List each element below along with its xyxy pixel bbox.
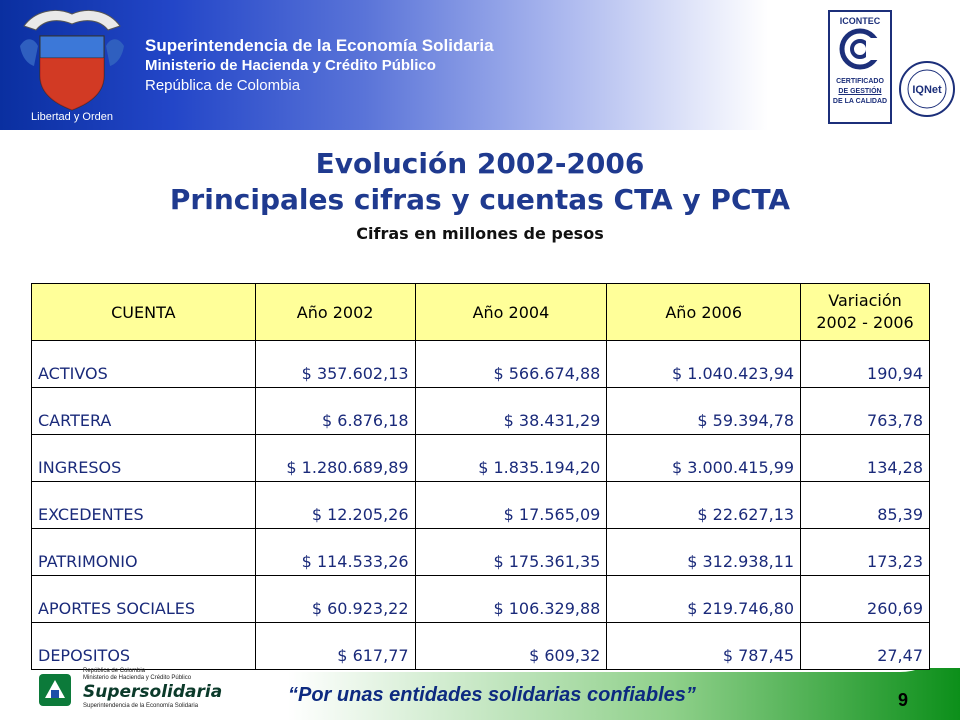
- supersolidaria-emblem-icon: [35, 670, 75, 710]
- header-variacion: [801, 284, 930, 341]
- cert-text-3: DE LA CALIDAD: [832, 98, 888, 105]
- value-cell: $ 1.040.423,94: [607, 341, 801, 388]
- value-cell: $ 22.627,13: [607, 482, 801, 529]
- brand-name: Supersolidaria: [83, 682, 223, 702]
- variation-cell: 763,78: [801, 388, 930, 435]
- variation-cell: 260,69: [801, 576, 930, 623]
- org-name: Superintendencia de la Economía Solidaria: [145, 36, 494, 55]
- header-variacion-range: 2002 - 2006: [816, 313, 914, 332]
- value-cell: $ 12.205,26: [255, 482, 415, 529]
- variation-cell: 27,47: [801, 623, 930, 670]
- value-cell: $ 617,77: [255, 623, 415, 670]
- table-header-row: [32, 284, 930, 341]
- table-row: [32, 435, 930, 482]
- ministry-name: Ministerio de Hacienda y Crédito Público: [145, 57, 436, 74]
- value-cell: $ 6.876,18: [255, 388, 415, 435]
- table-row: [32, 576, 930, 623]
- variation-cell: 85,39: [801, 482, 930, 529]
- variation-cell: 134,28: [801, 435, 930, 482]
- icontec-logo-icon: [830, 26, 890, 72]
- figures-table: [31, 283, 930, 670]
- value-cell: $ 17.565,09: [415, 482, 607, 529]
- icontec-certificate: [828, 10, 892, 124]
- account-cell: ACTIVOS: [32, 341, 256, 388]
- value-cell: $ 566.674,88: [415, 341, 607, 388]
- value-cell: $ 787,45: [607, 623, 801, 670]
- coat-of-arms-icon: [14, 6, 130, 124]
- value-cell: $ 114.533,26: [255, 529, 415, 576]
- units-note: Cifras en millones de pesos: [356, 224, 604, 243]
- account-cell: INGRESOS: [32, 435, 256, 482]
- value-cell: $ 1.835.194,20: [415, 435, 607, 482]
- supersolidaria-logo: [35, 668, 223, 712]
- iqnet-text: IQNet: [912, 84, 942, 96]
- account-cell: DEPOSITOS: [32, 623, 256, 670]
- account-cell: APORTES SOCIALES: [32, 576, 256, 623]
- header-2006: Año 2006: [607, 284, 801, 341]
- brand-line1: República de Colombia: [83, 668, 146, 674]
- header-2002: Año 2002: [255, 284, 415, 341]
- value-cell: $ 106.329,88: [415, 576, 607, 623]
- page-subtitle: Principales cifras y cuentas CTA y PCTA: [169, 183, 791, 216]
- value-cell: $ 1.280.689,89: [255, 435, 415, 482]
- value-cell: $ 3.000.415,99: [607, 435, 801, 482]
- motto-text: Libertad y Orden: [31, 111, 113, 123]
- footer-slogan: “Por unas entidades solidarias confiables”: [288, 684, 696, 706]
- header-variacion-label: Variación: [828, 291, 902, 310]
- value-cell: $ 175.361,35: [415, 529, 607, 576]
- organization-block: [145, 36, 494, 96]
- cert-text-2: DE GESTIÓN: [838, 88, 882, 95]
- account-cell: EXCEDENTES: [32, 482, 256, 529]
- value-cell: $ 609,32: [415, 623, 607, 670]
- value-cell: $ 357.602,13: [255, 341, 415, 388]
- brand-line2: Ministerio de Hacienda y Crédito Público: [83, 675, 192, 681]
- table-row: [32, 529, 930, 576]
- account-cell: PATRIMONIO: [32, 529, 256, 576]
- page-number: 9: [897, 690, 908, 710]
- account-cell: CARTERA: [32, 388, 256, 435]
- variation-cell: 173,23: [801, 529, 930, 576]
- table-row: [32, 623, 930, 670]
- value-cell: $ 59.394,78: [607, 388, 801, 435]
- cert-text-1: CERTIFICADO: [836, 78, 884, 85]
- table-row: [32, 482, 930, 529]
- header-cuenta: CUENTA: [32, 284, 256, 341]
- value-cell: $ 219.746,80: [607, 576, 801, 623]
- table-row: [32, 341, 930, 388]
- icontec-label: ICONTEC: [839, 16, 881, 26]
- header-2004: Año 2004: [415, 284, 607, 341]
- brand-line3: Superintendencia de la Economía Solidaria: [83, 703, 199, 709]
- value-cell: $ 38.431,29: [415, 388, 607, 435]
- iqnet-seal-icon: [898, 60, 956, 118]
- value-cell: $ 60.923,22: [255, 576, 415, 623]
- page-title: Evolución 2002-2006: [315, 147, 645, 180]
- country-name: República de Colombia: [145, 77, 301, 94]
- table-row: [32, 388, 930, 435]
- value-cell: $ 312.938,11: [607, 529, 801, 576]
- variation-cell: 190,94: [801, 341, 930, 388]
